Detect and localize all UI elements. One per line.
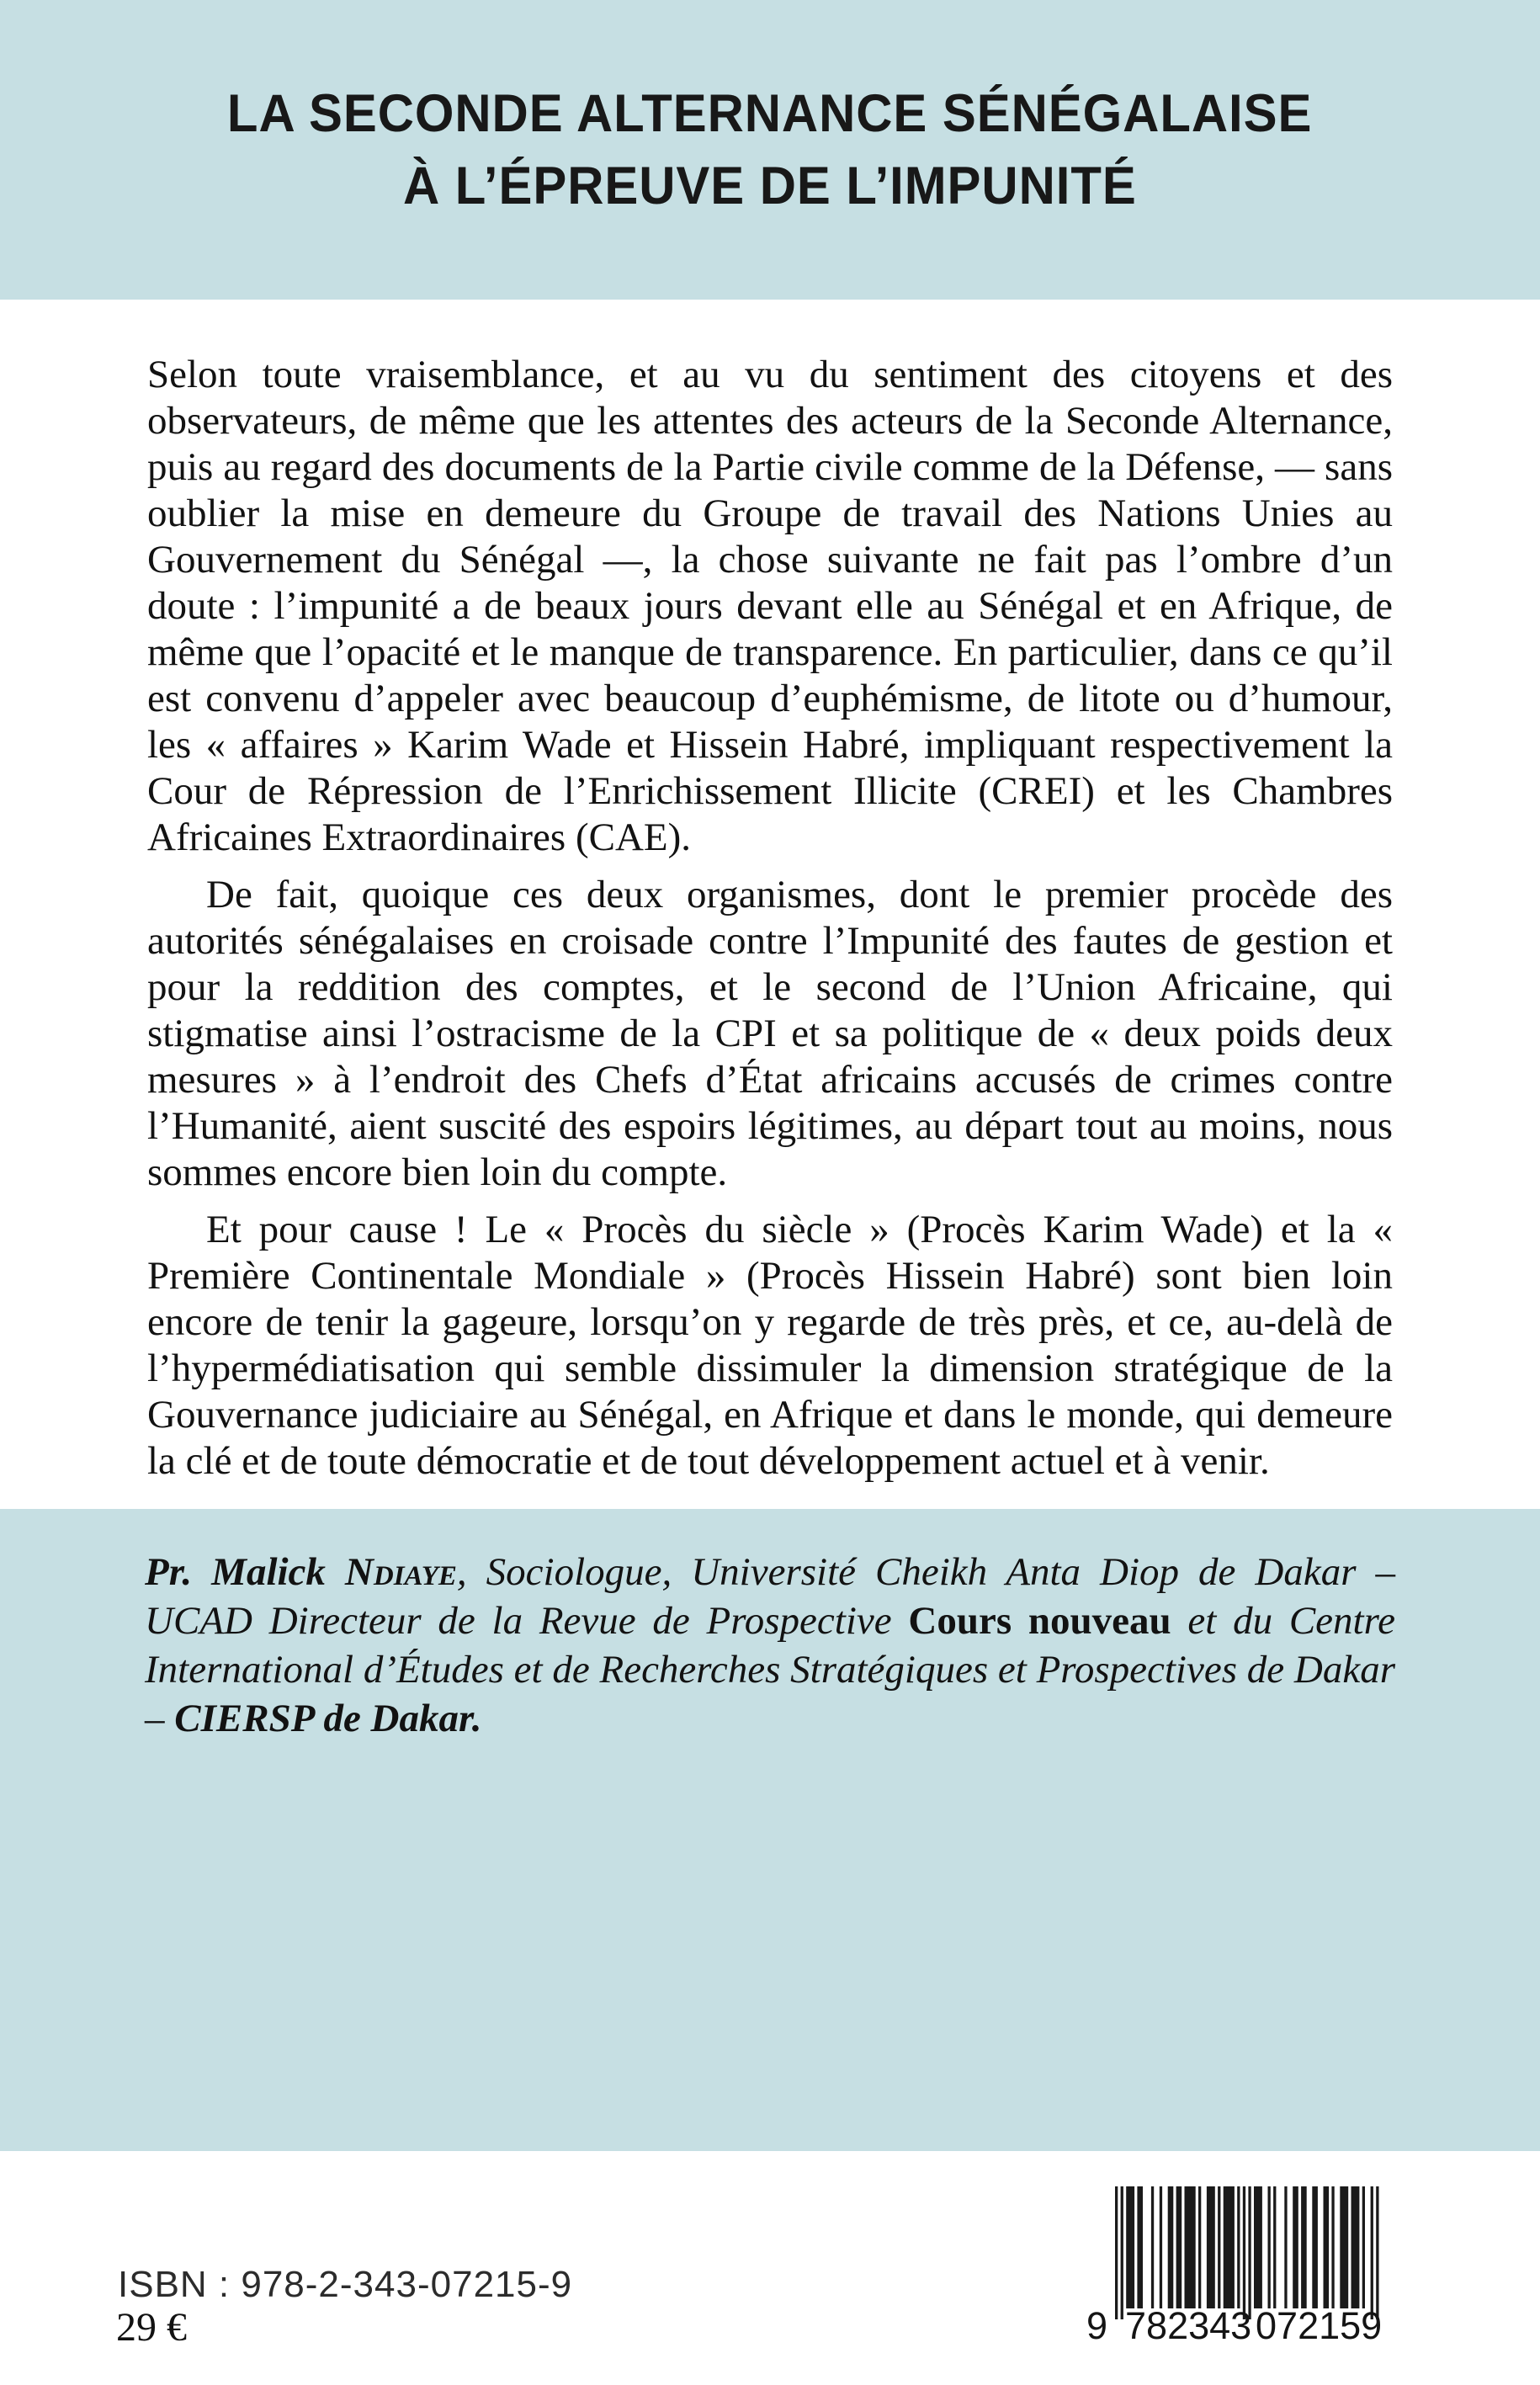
- barcode-left-group: [1125, 2304, 1252, 2347]
- barcode-digit: 2: [1167, 2304, 1189, 2347]
- summary-paragraph-1: Selon toute vraisemblance, et au vu du sentiment des citoyens et des observateurs, de même que les attentes des acteurs de la Seconde Alternance, puis au regard des documents de la Partie civile comme de la Défense, — sans oublier la mise en demeure du Groupe de travail des Nations Unies au Gouvernement du Sénégal —, la chose suivante ne fait pas l’ombre d’un doute : l’impunité a de beaux jours devant elle au Sénégal et en Afrique, de même que l’opacité et le manque de transparence. En particulier, dans ce qu’il est convenu d’appeler avec beaucoup d’euphémisme, de litote ou d’humour, les « affaires » Karim Wade et Hissein Habré, impliquant respectivement la Cour de Répression de l’Enrichissement Illicite (CREI) et les Chambres Africaines Extraordinaires (CAE).: [147, 353, 1393, 859]
- barcode-bar: [1371, 2186, 1373, 2319]
- barcode-digit: 7: [1277, 2304, 1298, 2347]
- barcode-bar: [1376, 2186, 1378, 2319]
- ean13-barcode: [1086, 2186, 1383, 2351]
- barcode-bar: [1160, 2186, 1162, 2308]
- price-text: 29 €: [116, 2305, 187, 2350]
- barcode-bar: [1312, 2186, 1318, 2308]
- book-title-line-1: LA SECONDE ALTERNANCE SÉNÉGALAISE: [227, 84, 1313, 143]
- barcode-digit: 2: [1298, 2304, 1320, 2347]
- barcode-bar: [1301, 2186, 1307, 2308]
- barcode-bar: [1248, 2186, 1251, 2319]
- book-title-line-2: À L’ÉPREUVE DE L’IMPUNITÉ: [403, 157, 1137, 215]
- barcode-bar: [1151, 2186, 1154, 2308]
- barcode-digit: 8: [1146, 2304, 1168, 2347]
- barcode-bar: [1168, 2186, 1174, 2308]
- barcode-first-digit: 9: [1086, 2304, 1108, 2347]
- barcode-bar: [1324, 2186, 1330, 2308]
- barcode-digit: 1: [1319, 2304, 1341, 2347]
- barcode-digit: 3: [1230, 2304, 1252, 2347]
- bio-segment: CIERSP de Dakar.: [174, 1697, 482, 1740]
- barcode-bar: [1273, 2186, 1276, 2308]
- barcode-bar: [1293, 2186, 1298, 2308]
- bio-segment: Cours nouveau: [908, 1599, 1171, 1643]
- barcode-bar: [1207, 2186, 1215, 2308]
- barcode-bar: [1198, 2186, 1201, 2308]
- barcode-bars: [1115, 2186, 1379, 2321]
- barcode-bar: [1254, 2186, 1262, 2308]
- bio-segment: et du Centre International d’Études et de Recherches Stratégiques et Prospectives de Dakar –: [145, 1599, 1395, 1740]
- bio-segment: , Sociologue, Université Cheikh Anta Diop de Dakar – UCAD Directeur de la Revue de Prospective: [145, 1550, 1395, 1643]
- summary-paragraph-2: De fait, quoique ces deux organismes, dont le premier procède des autorités sénégalaises en croisade contre l’Impunité des fautes de gestion et pour la reddition des comptes, et le second de l’Union Africaine, qui stigmatise ainsi l’ostracisme de la CPI et sa politique de « deux poids deux mesures » à l’endroit des Chefs d’État africains accusés de crimes contre l’Humanité, aient suscité des espoirs légitimes, au départ tout au moins, nous sommes encore bien loin du compte.: [147, 873, 1393, 1194]
- barcode-bar: [1362, 2186, 1365, 2308]
- barcode-bar: [1218, 2186, 1220, 2308]
- barcode-digit: 4: [1209, 2304, 1231, 2347]
- barcode-right-group: [1256, 2304, 1383, 2347]
- barcode-bar: [1126, 2186, 1134, 2308]
- bio-segment: Pr. Malick: [145, 1550, 345, 1594]
- barcode-bar: [1185, 2186, 1196, 2308]
- barcode-bar: [1121, 2186, 1123, 2319]
- barcode-bar: [1351, 2186, 1360, 2308]
- barcode-bar: [1115, 2186, 1118, 2319]
- barcode-bar: [1331, 2186, 1334, 2308]
- barcode-bar: [1137, 2186, 1143, 2308]
- barcode-digit: 5: [1340, 2304, 1362, 2347]
- barcode-bar: [1284, 2186, 1287, 2308]
- author-bio: [145, 1548, 1395, 1743]
- barcode-digit: 3: [1188, 2304, 1210, 2347]
- barcode-bar: [1340, 2186, 1348, 2308]
- back-cover-summary: [0, 300, 1540, 1485]
- barcode-digit: 0: [1256, 2304, 1277, 2347]
- barcode-digit: 7: [1125, 2304, 1147, 2347]
- barcode-bar: [1237, 2186, 1240, 2308]
- isbn-text: ISBN : 978-2-343-07215-9: [118, 2264, 573, 2305]
- barcode-bar: [1176, 2186, 1182, 2308]
- barcode-bar: [1224, 2186, 1235, 2308]
- title-band: [0, 0, 1540, 300]
- bio-segment: Ndiaye: [344, 1550, 457, 1594]
- summary-paragraph-3: Et pour cause ! Le « Procès du siècle » (Procès Karim Wade) et la « Première Continentale Mondiale » (Procès Hissein Habré) sont bien loin encore de tenir la gageure, lorsqu’on y regarde de très près, et ce, au-delà de l’hypermédiatisation qui semble dissimuler la dimension stratégique de la Gouvernance judiciaire au Sénégal, en Afrique et dans le monde, qui demeure la clé et de toute démocratie et de tout développement actuel et à venir.: [147, 1208, 1393, 1483]
- barcode-bar: [1243, 2186, 1245, 2319]
- barcode-digit: 9: [1361, 2304, 1383, 2347]
- author-bio-band: [0, 1509, 1540, 2151]
- barcode-bar: [1268, 2186, 1271, 2308]
